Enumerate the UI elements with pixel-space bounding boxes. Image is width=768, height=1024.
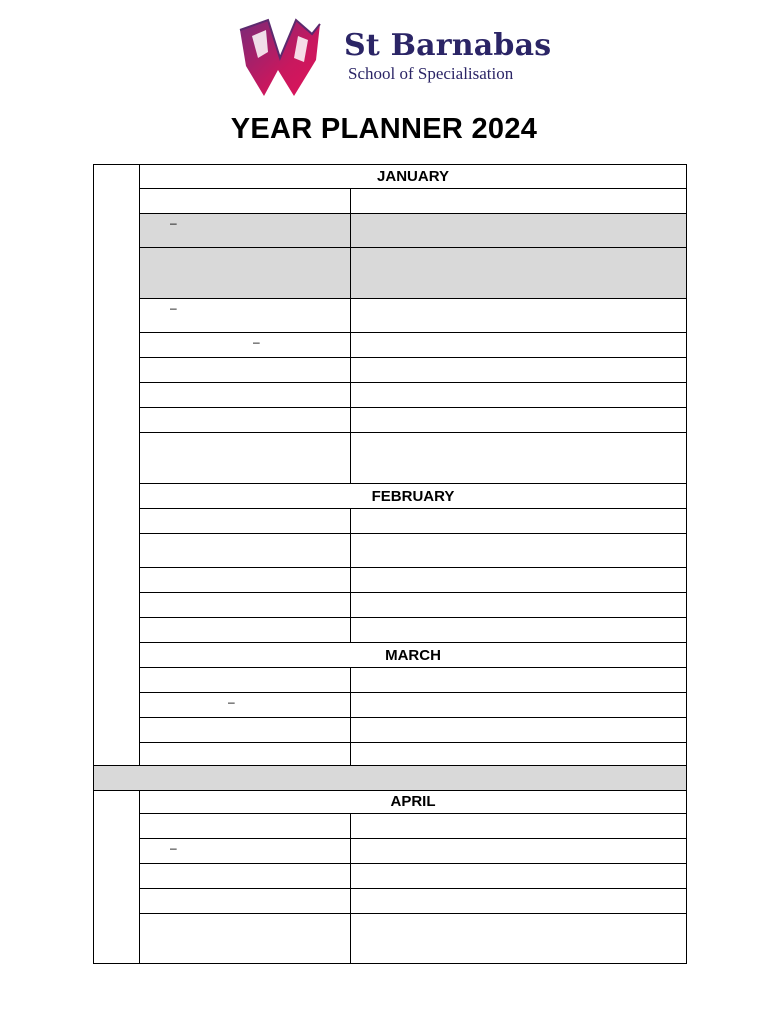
date-cell bbox=[140, 593, 351, 617]
planner-row bbox=[140, 189, 686, 214]
date-range-dash: – bbox=[170, 301, 177, 315]
date-cell bbox=[140, 534, 351, 567]
event-cell bbox=[351, 333, 686, 357]
date-cell bbox=[140, 668, 351, 692]
term2-grid bbox=[140, 790, 686, 964]
planner-row bbox=[140, 358, 686, 383]
event-cell bbox=[351, 433, 686, 483]
date-cell bbox=[140, 814, 351, 838]
term1-grid bbox=[140, 165, 686, 768]
page-title: YEAR PLANNER 2024 bbox=[230, 113, 538, 145]
event-cell bbox=[351, 743, 686, 767]
event-cell bbox=[351, 214, 686, 247]
planner-row bbox=[140, 248, 686, 299]
planner-row bbox=[140, 864, 686, 889]
date-cell bbox=[140, 433, 351, 483]
school-subtitle: School of Specialisation bbox=[348, 64, 514, 83]
event-cell bbox=[351, 299, 686, 332]
event-cell bbox=[351, 408, 686, 432]
date-range-dash: – bbox=[228, 695, 235, 709]
term1-side-column bbox=[94, 165, 140, 766]
event-cell bbox=[351, 914, 686, 963]
event-cell bbox=[351, 568, 686, 592]
date-cell bbox=[140, 889, 351, 913]
planner-row bbox=[140, 839, 686, 864]
date-cell bbox=[140, 189, 351, 213]
date-cell bbox=[140, 914, 351, 963]
date-cell bbox=[140, 248, 351, 298]
planner-row bbox=[140, 509, 686, 534]
date-cell bbox=[140, 864, 351, 888]
event-cell bbox=[351, 668, 686, 692]
date-range-dash: – bbox=[253, 335, 260, 349]
planner-row bbox=[140, 593, 686, 618]
date-range-dash: – bbox=[170, 216, 177, 230]
date-cell bbox=[140, 693, 351, 717]
event-cell bbox=[351, 889, 686, 913]
date-cell bbox=[140, 509, 351, 533]
month-heading-january: JANUARY bbox=[140, 165, 686, 189]
event-cell bbox=[351, 189, 686, 213]
planner-row bbox=[140, 299, 686, 333]
event-cell bbox=[351, 814, 686, 838]
month-heading-february: FEBRUARY bbox=[140, 484, 686, 509]
date-range-dash: – bbox=[170, 841, 177, 855]
planner-row bbox=[140, 914, 686, 964]
date-cell bbox=[140, 333, 351, 357]
logo-emblem-icon bbox=[238, 18, 338, 100]
event-cell bbox=[351, 248, 686, 298]
term-break-band bbox=[94, 765, 686, 791]
date-cell bbox=[140, 568, 351, 592]
month-heading-april: APRIL bbox=[140, 790, 686, 814]
planner-row bbox=[140, 408, 686, 433]
date-cell bbox=[140, 358, 351, 382]
planner-row bbox=[140, 568, 686, 593]
event-cell bbox=[351, 693, 686, 717]
date-cell bbox=[140, 383, 351, 407]
planner-row bbox=[140, 718, 686, 743]
month-heading-march: MARCH bbox=[140, 643, 686, 668]
event-cell bbox=[351, 864, 686, 888]
planner-row bbox=[140, 333, 686, 358]
date-cell bbox=[140, 618, 351, 642]
planner-row bbox=[140, 668, 686, 693]
event-cell bbox=[351, 618, 686, 642]
year-planner-table bbox=[93, 164, 687, 964]
school-name: St Barnabas bbox=[344, 28, 552, 63]
school-logo bbox=[238, 18, 552, 100]
date-cell bbox=[140, 718, 351, 742]
date-cell bbox=[140, 743, 351, 767]
event-cell bbox=[351, 358, 686, 382]
planner-row bbox=[140, 693, 686, 718]
planner-row bbox=[140, 433, 686, 484]
event-cell bbox=[351, 839, 686, 863]
event-cell bbox=[351, 509, 686, 533]
planner-row bbox=[140, 889, 686, 914]
date-cell bbox=[140, 408, 351, 432]
planner-row bbox=[140, 534, 686, 568]
term2-side-column bbox=[94, 790, 140, 964]
planner-row bbox=[140, 814, 686, 839]
planner-row bbox=[140, 618, 686, 643]
event-cell bbox=[351, 383, 686, 407]
event-cell bbox=[351, 534, 686, 567]
event-cell bbox=[351, 718, 686, 742]
planner-row bbox=[140, 383, 686, 408]
planner-row bbox=[140, 214, 686, 248]
event-cell bbox=[351, 593, 686, 617]
